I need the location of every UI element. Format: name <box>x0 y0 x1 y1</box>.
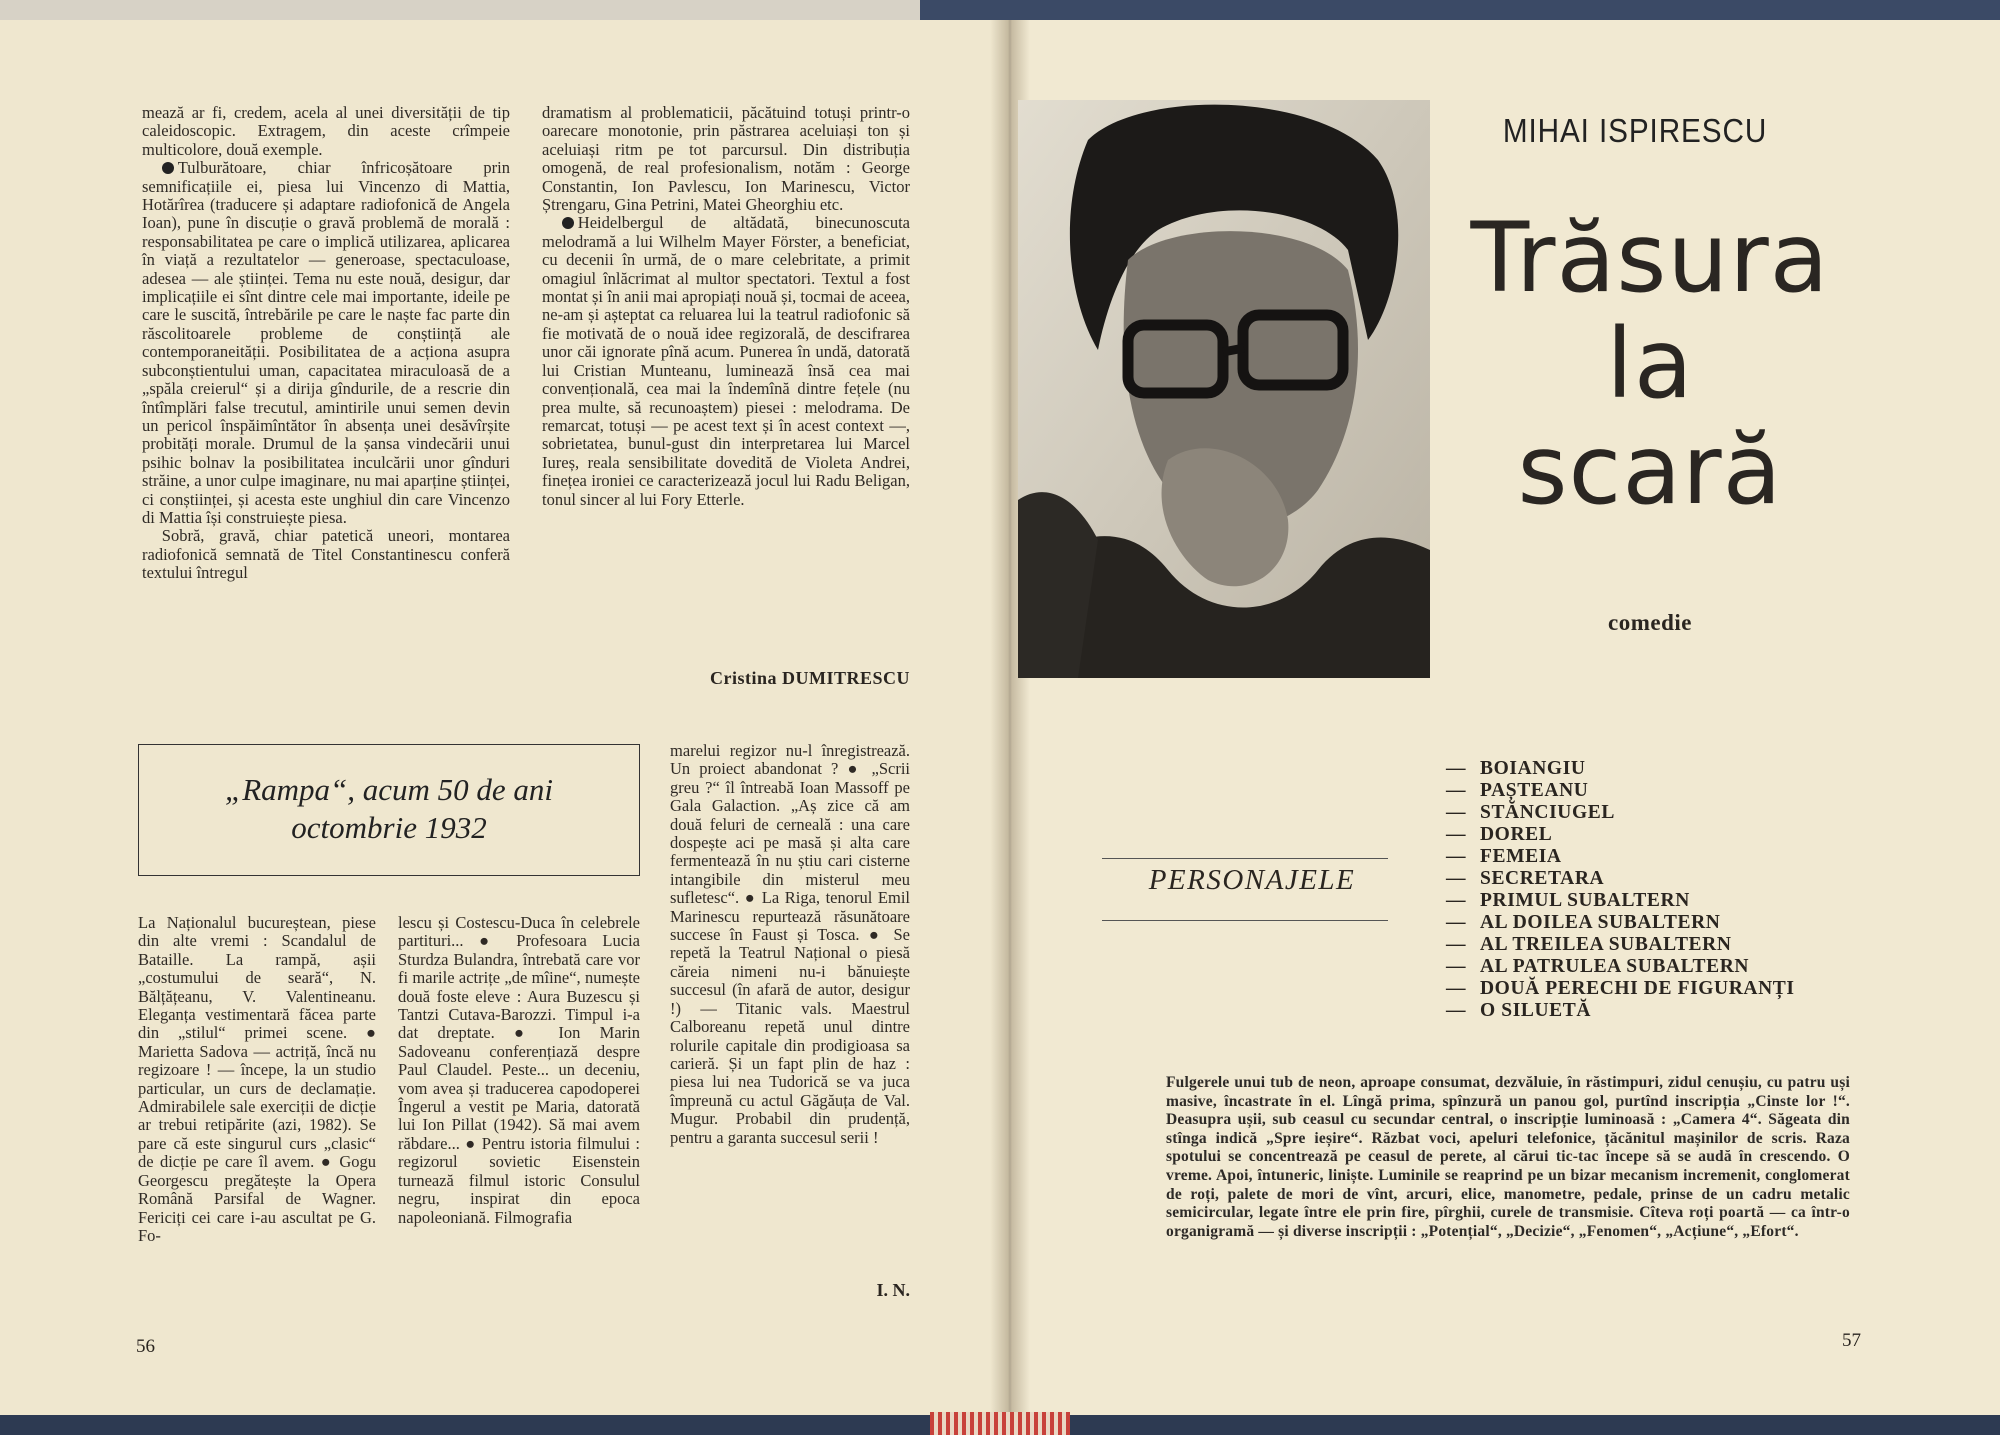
paragraph: marelui regizor nu-l înregistrează. Un proiect abandonat ? ● „Scrii greu ?“ îl întreabă Ioan Massoff pe Gala Galaction. „Aș zice că am două feluri de cerneală : una care dospește aci pe masă și alta care fermentează în nu știu cari cisterne intangibile din misterul meu sufletesc“. ● La Riga, tenorul Emil Marinescu repurtează răsunătoare succese în Faust și Tosca. ● Se repetă la Teatrul Național o piesă căreia nimeni nu-i bănuiește succesul (în afară de autor, desigur !) — Titanic vals. Maestrul Calboreanu repetă unul dintre rolurile capitale din prodigioasa sa carieră. Și un fapt plin de haz : piesa lui nea Tudorică se va juca împreună cu actul Găgăuța de Val. Mugur. Probabil din prudență, pentru a garanta succesul serii ! <box>670 741 910 1147</box>
cast-item: — AL DOILEA SUBALTERN <box>1446 912 1721 933</box>
play-title-line: scară <box>1517 414 1783 526</box>
page-number-left: 56 <box>136 1336 155 1357</box>
cast-item: — DOREL <box>1446 824 1553 845</box>
cast-item: — PAȘTEANU <box>1446 780 1589 801</box>
paragraph: dramatism al problematicii, păcătuind totuși printr-o oarecare monotonie, prin păstrarea aceluiași ton și aceluiași ritm pe tot parcursul. Din distribuția omogenă, de real profesionalism, notăm : George Constantin, Ion Pavlescu, Ion Marinescu, Victor Ștrengaru, Gina Petrini, Matei Gheorghiu etc. <box>542 103 910 215</box>
rampa-column-1 <box>138 914 376 1245</box>
cast-heading: PERSONAJELE <box>1148 864 1356 896</box>
bullet-icon <box>162 162 174 174</box>
cast-list <box>1446 758 1795 1022</box>
rampa-column-3 <box>670 742 910 1147</box>
play-title-line: Trăsura <box>1470 202 1830 314</box>
cast-item: — AL PATRULEA SUBALTERN <box>1446 956 1750 977</box>
paragraph: mează ar fi, credem, acela al unei diversității de tip caleidoscopic. Extragem, din aceste crîmpeie multicolore, două exemple. <box>142 103 510 159</box>
article-column-2 <box>542 104 910 509</box>
stage-directions: Fulgerele unui tub de neon, aproape consumat, dezvăluie, în răstimpuri, zidul cenușiu, cu patru uși masive, încastrate în el. Lîngă prima, spînzură un panou gol, purtînd inscripția „Cinste lor !“. Deasupra ușii, sub ceasul cu secundar central, o inscripție luminoasă : „Camera 4“. Săgeata din stînga indică „Spre ieșire“. Răzbat voci, apeluri telefonice, țăcănitul mașinilor de scris. Raza spotului se concentrează pe ceasul de perete, al cărui tic-tac începe să se audă în crescendo. O vreme. Apoi, întuneric, liniște. Luminile se reaprind pe un bizar mecanism incremenit, conglomerat de roți, palete de mori de vînt, arcuri, elice, manometre, pedale, prinse de un cadru metalic semicircular, legate între ele prin fire, pîrghii, curele de transmisie. Cîteva roți poartă — ca într-o organigramă — și diverse inscripții : „Potențial“, „Decizie“, „Fenomen“, „Acțiune“, „Efort“. <box>1166 1074 1850 1240</box>
divider <box>1102 858 1388 859</box>
paragraph: Sobră, gravă, chiar patetică uneori, montarea radiofonică semnată de Titel Constantinescu conferă textului întregul <box>142 526 510 583</box>
paragraph: Tulburătoare, chiar înfricoșătoare prin semnificațiile ei, piesa lui Vincenzo di Mattia, Hotărîrea (traducere și adaptare radiofonică de Angela Ioan), pune în discuție o gravă problemă de morală : responsabilitatea pe care o implică utilizarea, aplicarea în viață a rezultatelor — generoase, spectaculoase, adesea — ale științei. Tema nu este nouă, desigur, dar implicațiile ei sînt dintre cele mai importante, ideile pe care le suscită, întrebările pe care le naște fac parte din răscolitoarele probleme de conștiință ale contemporaneității. Posibilitatea de a acționa asupra subconștientului uman, capacitatea miraculoasă de a „spăla creierul“ și a dirija gîndurile, de a rescrie din întîmplări false trecutul, amintirile unui semen devin un pericol înspăimîntător în absența unei desăvîrșite probități morale. Drumul de la șansa vindecării unui psihic bolnav la posibilitatea inculcării unor gînduri străine, a unor culpe imaginare, nu mai aparține științei, ci conștiinței, și acesta este unghiul din care Vincenzo di Mattia își construiește piesa. <box>142 158 510 527</box>
cast-item: — BOIANGIU <box>1446 758 1586 779</box>
play-title <box>1400 202 1900 526</box>
cast-item: — PRIMUL SUBALTERN <box>1446 890 1690 911</box>
article-column-1 <box>142 104 510 583</box>
rampa-heading: „Rampa“, acum 50 de ani octombrie 1932 <box>224 772 554 845</box>
rampa-signature: I. N. <box>876 1280 910 1300</box>
rampa-heading-box <box>138 744 640 876</box>
play-author: MIHAI ISPIRESCU <box>1502 112 1768 149</box>
rampa-column-2 <box>398 914 640 1227</box>
bookmark-ribbon <box>930 1412 1070 1435</box>
cast-item: — SECRETARA <box>1446 868 1605 889</box>
divider <box>1102 920 1388 921</box>
book-top-edge <box>0 0 2000 22</box>
article-signature: Cristina DUMITRESCU <box>709 668 910 688</box>
cast-item: — DOUĂ PERECHI DE FIGURANȚI <box>1446 978 1795 999</box>
play-genre: comedie <box>1608 610 1692 635</box>
paragraph: Heidelbergul de altădată, binecunoscuta melodramă a lui Wilhelm Mayer Förster, a beneficiat, cu decenii în urmă, de o mare celebritate, a primit omagiul înlăcrimat al multor spectatori. Textul a fost montat și în anii mai apropiați nouă și, tocmai de aceea, ne-am și așteptat ca reluarea lui la teatrul radiofonic să fie motivată de o nouă idee regizorală, de descifrarea unor căi ignorate pînă acum. Punerea în undă, datorată lui Cristian Munteanu, luminează însă cea mai convențională, cea mai la îndemînă dintre fețele (nu prea multe, să recunoaștem) piesei : melodrama. De remarcat, totuși — pe acest text și în acest context —, sobrietatea, bunul-gust din interpretarea lui Marcel Iureș, reala sensibilitate dovedită de Violeta Andrei, finețea ironiei ce caracterizează jocul lui Radu Beligan, tonul sincer al lui Fory Etterle. <box>542 213 910 509</box>
paragraph: La Naționalul bucureștean, piese din alte vremi : Scandalul de Bataille. La rampă, așii „costumului de seară“, N. Bălțățeanu, V. Valentineanu. Eleganța vestimentară făcea parte din „stilul“ primei scene. ● Marietta Sadova — actriță, încă nu regizoare ! — începe, la un studio particular, un curs de declamație. Admirabilele sale exerciții de dicție ar trebui retipărite (azi, 1982). Se pare că este singurul curs „clasic“ de dicție pe care îl avem. ● Gogu Georgescu pregătește la Opera Română Parsifal de Wagner. Fericiți cei care i-au ascultat pe G. Fo- <box>138 913 376 1245</box>
bullet-icon <box>562 217 574 229</box>
cast-item: — AL TREILEA SUBALTERN <box>1446 934 1732 955</box>
cast-item: — O SILUETĂ <box>1446 1000 1592 1021</box>
cast-item: — STĂNCIUGEL <box>1446 802 1615 823</box>
author-portrait <box>1018 100 1430 678</box>
page-number-right: 57 <box>1842 1330 1861 1351</box>
play-title-line: la <box>1606 308 1694 420</box>
author-portrait-image <box>1018 100 1430 678</box>
cast-item: — FEMEIA <box>1446 846 1562 867</box>
paragraph: lescu și Costescu-Duca în celebrele partituri... ● Profesoara Lucia Sturdza Bulandra, întrebată care vor fi marile actrițe „de mîine“, numește două foste eleve : Aura Buzescu și Tantzi Cutava-Barozzi. Timpul i-a dat dreptate. ● Ion Marin Sadoveanu conferențiază despre Paul Claudel. Peste... un deceniu, vom avea și traducerea capodoperei Îngerul a vestit pe Maria, datorată lui Ion Pillat (1942). Să mai avem răbdare... ● Pentru istoria filmului : regizorul sovietic Eisenstein turnează filmul istoric Consulul negru, inspirat din epoca napoleoniană. Filmografia <box>398 913 640 1227</box>
